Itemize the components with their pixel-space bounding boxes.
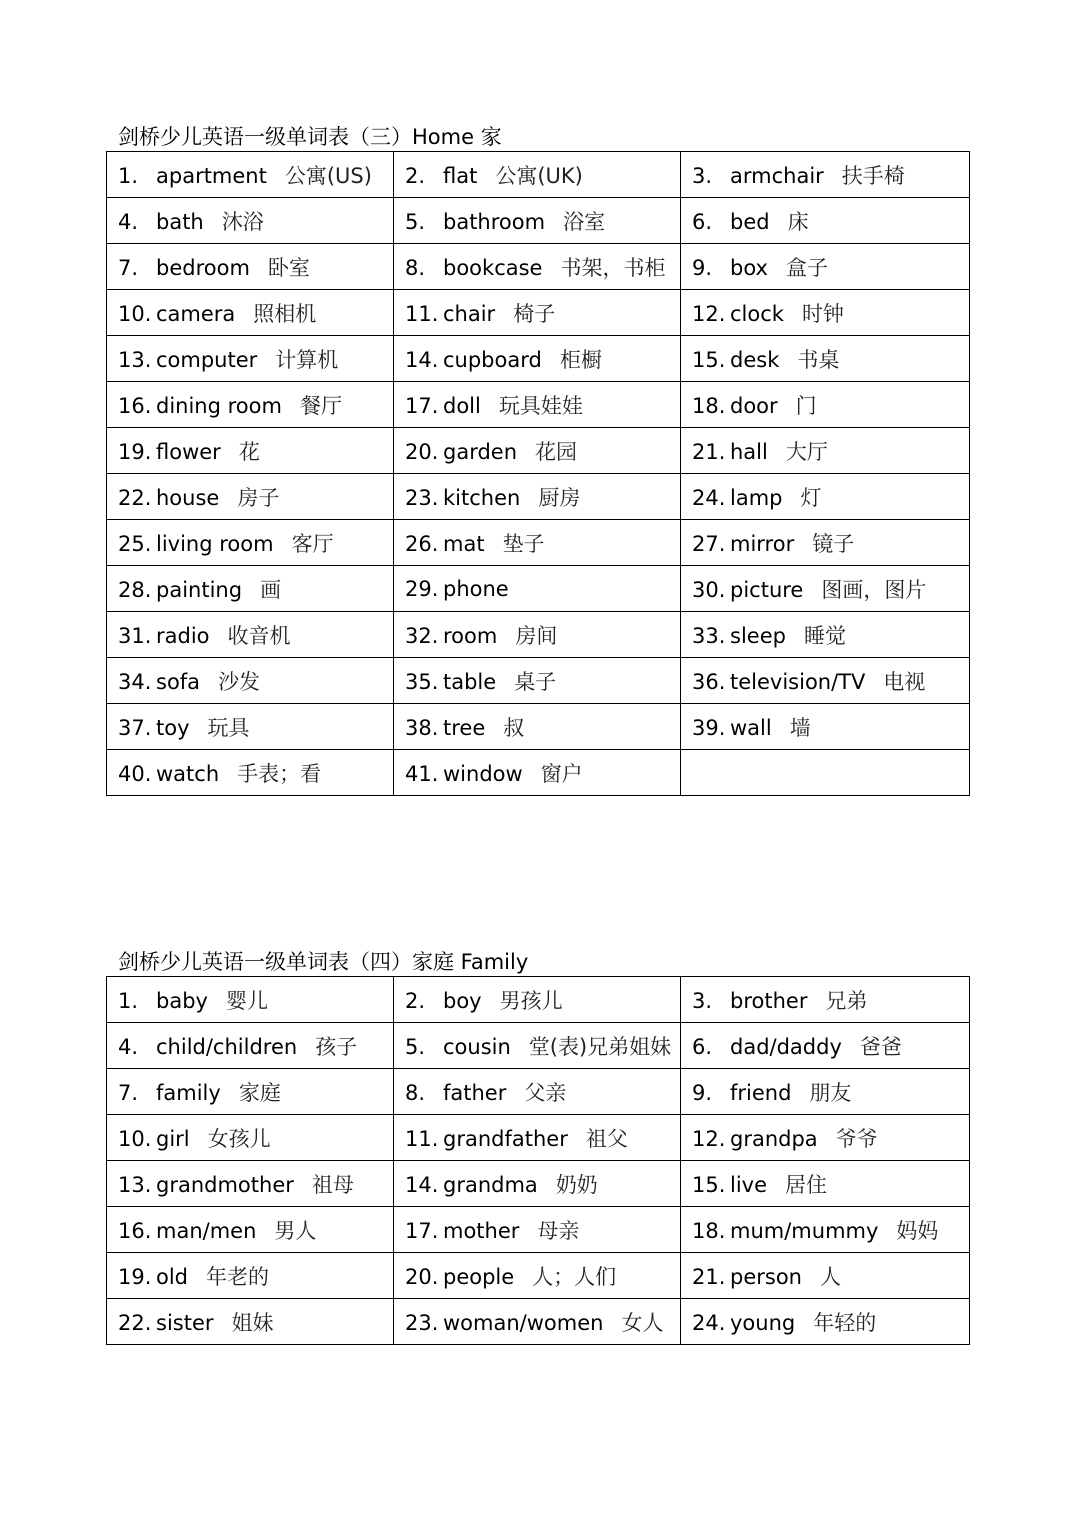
vocab-cell (394, 244, 681, 290)
entry-number: 29. (405, 576, 439, 601)
english-word: radio (156, 623, 210, 648)
family-vocab-table (106, 976, 970, 1345)
table-row (107, 658, 970, 704)
chinese-meaning: 兄弟 (825, 988, 868, 1013)
chinese-meaning: 浴室 (563, 209, 606, 234)
vocab-cell (681, 1253, 970, 1299)
english-word: wall (730, 715, 772, 740)
vocab-cell (681, 1299, 970, 1345)
table-row (107, 1069, 970, 1115)
table-row (107, 977, 970, 1023)
entry-number: 21. (692, 1264, 726, 1289)
chinese-meaning: 镜子 (812, 531, 855, 556)
vocab-cell (681, 1115, 970, 1161)
vocab-cell (107, 1069, 394, 1115)
vocab-cell (107, 474, 394, 520)
chinese-meaning: 婴儿 (225, 988, 268, 1013)
table-row (107, 1115, 970, 1161)
chinese-meaning: 堂(表)兄弟姐妹 (528, 1034, 672, 1059)
vocab-cell (681, 382, 970, 428)
vocab-cell (681, 244, 970, 290)
vocab-cell (107, 1253, 394, 1299)
entry-number: 18. (692, 393, 726, 418)
english-word: television/TV (730, 669, 866, 694)
english-word: woman/women (443, 1310, 604, 1335)
chinese-meaning: 母亲 (537, 1218, 580, 1243)
chinese-meaning: 花园 (535, 439, 578, 464)
table-row (107, 1299, 970, 1345)
vocab-cell (681, 1023, 970, 1069)
entry-number: 16. (118, 393, 152, 418)
vocab-cell (394, 1207, 681, 1253)
english-word: doll (443, 393, 481, 418)
entry-number: 3. (692, 163, 713, 188)
home-section-title: 剑桥少儿英语一级单词表（三）Home 家 (118, 125, 502, 149)
vocab-cell (107, 336, 394, 382)
vocab-cell (107, 152, 394, 198)
table-row (107, 520, 970, 566)
chinese-meaning: 扶手椅 (841, 163, 905, 188)
vocab-cell (681, 152, 970, 198)
english-word: baby (156, 988, 208, 1013)
table-row (107, 474, 970, 520)
vocab-cell (394, 336, 681, 382)
vocab-cell (394, 1253, 681, 1299)
entry-number: 17. (405, 1218, 439, 1243)
entry-number: 22. (118, 1310, 152, 1335)
entry-number: 5. (405, 209, 426, 234)
chinese-meaning: 图画，图片 (821, 577, 927, 602)
entry-number: 11. (405, 1126, 439, 1151)
english-word: picture (730, 577, 804, 602)
chinese-meaning: 盒子 (785, 255, 828, 280)
table-row (107, 152, 970, 198)
english-word: window (443, 761, 523, 786)
english-word: bedroom (156, 255, 250, 280)
english-word: friend (730, 1080, 792, 1105)
vocab-cell (394, 382, 681, 428)
chinese-meaning: 垫子 (502, 531, 545, 556)
entry-number: 10. (118, 1126, 152, 1151)
english-word: child/children (156, 1034, 298, 1059)
entry-number: 2. (405, 988, 426, 1013)
chinese-meaning: 玩具 (207, 715, 250, 740)
english-word: people (443, 1264, 515, 1289)
english-word: bath (156, 209, 204, 234)
chinese-meaning: 计算机 (275, 347, 339, 372)
vocab-cell (681, 290, 970, 336)
chinese-meaning: 人 (819, 1264, 841, 1289)
chinese-meaning: 手表；看 (237, 761, 322, 786)
chinese-meaning: 房子 (237, 485, 280, 510)
table-row (107, 336, 970, 382)
chinese-meaning: 奶奶 (555, 1172, 598, 1197)
vocab-cell (394, 1115, 681, 1161)
vocab-cell (681, 474, 970, 520)
vocab-cell (394, 198, 681, 244)
entry-number: 39. (692, 715, 726, 740)
chinese-meaning: 大厅 (785, 439, 828, 464)
vocab-cell (394, 428, 681, 474)
english-word: bed (730, 209, 770, 234)
entry-number: 8. (405, 255, 426, 280)
vocab-cell (107, 1299, 394, 1345)
vocab-cell (681, 428, 970, 474)
chinese-meaning: 朋友 (809, 1080, 852, 1105)
chinese-meaning: 灯 (800, 485, 822, 510)
vocab-cell (681, 750, 970, 796)
entry-number: 6. (692, 209, 713, 234)
vocab-cell (107, 750, 394, 796)
english-word: living room (156, 531, 274, 556)
english-word: mum/mummy (730, 1218, 879, 1243)
english-word: desk (730, 347, 780, 372)
table-row (107, 1023, 970, 1069)
chinese-meaning: 客厅 (291, 531, 334, 556)
english-word: dining room (156, 393, 282, 418)
entry-number: 11. (405, 301, 439, 326)
vocab-cell (107, 704, 394, 750)
entry-number: 6. (692, 1034, 713, 1059)
entry-number: 23. (405, 1310, 439, 1335)
english-word: room (443, 623, 498, 648)
entry-number: 4. (118, 209, 139, 234)
entry-number: 9. (692, 1080, 713, 1105)
english-word: girl (156, 1126, 190, 1151)
chinese-meaning: 睡觉 (803, 623, 846, 648)
entry-number: 23. (405, 485, 439, 510)
english-word: mat (443, 531, 485, 556)
vocab-cell (681, 612, 970, 658)
entry-number: 27. (692, 531, 726, 556)
entry-number: 24. (692, 1310, 726, 1335)
home-vocab-table (106, 151, 970, 796)
entry-number: 14. (405, 1172, 439, 1197)
chinese-meaning: 年老的 (206, 1264, 270, 1289)
english-word: dad/daddy (730, 1034, 842, 1059)
english-word: clock (730, 301, 784, 326)
entry-number: 20. (405, 1264, 439, 1289)
entry-number: 12. (692, 301, 726, 326)
chinese-meaning: 玩具娃娃 (498, 393, 583, 418)
english-word: kitchen (443, 485, 521, 510)
english-word: garden (443, 439, 518, 464)
chinese-meaning: 公寓(UK) (495, 163, 583, 188)
entry-number: 1. (118, 163, 139, 188)
english-word: computer (156, 347, 258, 372)
entry-number: 10. (118, 301, 152, 326)
vocab-cell (681, 336, 970, 382)
english-word: live (730, 1172, 768, 1197)
english-word: painting (156, 577, 243, 602)
english-word: flower (156, 439, 221, 464)
chinese-meaning: 沐浴 (221, 209, 264, 234)
english-word: camera (156, 301, 236, 326)
english-word: toy (156, 715, 190, 740)
chinese-meaning: 妈妈 (896, 1218, 939, 1243)
table-row (107, 612, 970, 658)
english-word: boy (443, 988, 482, 1013)
chinese-meaning: 房间 (515, 623, 558, 648)
vocab-cell (394, 750, 681, 796)
vocab-cell (107, 198, 394, 244)
chinese-meaning: 窗户 (540, 761, 583, 786)
table-row (107, 750, 970, 796)
chinese-meaning: 电视 (883, 669, 926, 694)
vocab-cell (394, 474, 681, 520)
english-word: phone (443, 576, 509, 601)
chinese-meaning: 画 (260, 577, 282, 602)
vocab-cell (394, 566, 681, 612)
english-word: grandfather (443, 1126, 568, 1151)
vocab-cell (681, 520, 970, 566)
english-word: family (156, 1080, 221, 1105)
vocab-cell (394, 290, 681, 336)
english-word: person (730, 1264, 802, 1289)
vocab-cell (107, 1207, 394, 1253)
vocab-cell (681, 977, 970, 1023)
chinese-meaning: 门 (795, 393, 817, 418)
entry-number: 34. (118, 669, 152, 694)
vocab-cell (107, 566, 394, 612)
english-word: table (443, 669, 497, 694)
chinese-meaning: 厨房 (538, 485, 581, 510)
vocab-cell (681, 1069, 970, 1115)
entry-number: 13. (118, 1172, 152, 1197)
entry-number: 38. (405, 715, 439, 740)
english-word: apartment (156, 163, 267, 188)
english-word: cupboard (443, 347, 542, 372)
vocab-cell (394, 152, 681, 198)
entry-number: 2. (405, 163, 426, 188)
english-word: box (730, 255, 768, 280)
chinese-meaning: 孩子 (315, 1034, 358, 1059)
vocab-cell (107, 382, 394, 428)
english-word: sleep (730, 623, 786, 648)
chinese-meaning: 人；人们 (532, 1264, 617, 1289)
vocab-cell (107, 612, 394, 658)
vocab-cell (681, 658, 970, 704)
entry-number: 12. (692, 1126, 726, 1151)
vocab-cell (394, 1023, 681, 1069)
table-row (107, 704, 970, 750)
entry-number: 31. (118, 623, 152, 648)
chinese-meaning: 女孩儿 (207, 1126, 271, 1151)
vocab-cell (681, 1207, 970, 1253)
chinese-meaning: 祖母 (311, 1172, 354, 1197)
chinese-meaning: 爷爷 (835, 1126, 878, 1151)
entry-number: 18. (692, 1218, 726, 1243)
chinese-meaning: 男人 (274, 1218, 317, 1243)
english-word: watch (156, 761, 220, 786)
chinese-meaning: 爸爸 (859, 1034, 902, 1059)
vocab-cell (394, 1069, 681, 1115)
english-word: tree (443, 715, 486, 740)
table-row (107, 382, 970, 428)
table-row (107, 198, 970, 244)
chinese-meaning: 书架，书柜 (560, 255, 666, 280)
english-word: chair (443, 301, 496, 326)
chinese-meaning: 公寓(US) (284, 163, 372, 188)
entry-number: 36. (692, 669, 726, 694)
vocab-cell (394, 612, 681, 658)
entry-number: 3. (692, 988, 713, 1013)
vocab-cell (394, 1299, 681, 1345)
entry-number: 14. (405, 347, 439, 372)
entry-number: 22. (118, 485, 152, 510)
table-row (107, 290, 970, 336)
vocab-cell (107, 244, 394, 290)
vocab-cell (107, 1023, 394, 1069)
entry-number: 35. (405, 669, 439, 694)
chinese-meaning: 男孩儿 (499, 988, 563, 1013)
entry-number: 19. (118, 1264, 152, 1289)
chinese-meaning: 父亲 (524, 1080, 567, 1105)
entry-number: 30. (692, 577, 726, 602)
english-word: grandpa (730, 1126, 818, 1151)
english-word: sofa (156, 669, 201, 694)
vocab-cell (107, 520, 394, 566)
english-word: hall (730, 439, 768, 464)
english-word: mother (443, 1218, 520, 1243)
table-row (107, 1253, 970, 1299)
entry-number: 8. (405, 1080, 426, 1105)
vocab-cell (394, 1161, 681, 1207)
chinese-meaning: 姐妹 (231, 1310, 274, 1335)
english-word: brother (730, 988, 808, 1013)
chinese-meaning: 花 (238, 439, 260, 464)
vocab-cell (681, 566, 970, 612)
vocab-cell (394, 977, 681, 1023)
chinese-meaning: 居住 (785, 1172, 828, 1197)
chinese-meaning: 餐厅 (299, 393, 342, 418)
entry-number: 7. (118, 255, 139, 280)
chinese-meaning: 照相机 (253, 301, 317, 326)
english-word: lamp (730, 485, 783, 510)
entry-number: 40. (118, 761, 152, 786)
entry-number: 28. (118, 577, 152, 602)
english-word: father (443, 1080, 507, 1105)
chinese-meaning: 时钟 (801, 301, 844, 326)
english-word: flat (443, 163, 478, 188)
english-word: grandma (443, 1172, 538, 1197)
english-word: house (156, 485, 220, 510)
chinese-meaning: 叔 (503, 715, 525, 740)
english-word: old (156, 1264, 189, 1289)
vocab-cell (107, 290, 394, 336)
entry-number: 15. (692, 347, 726, 372)
chinese-meaning: 女人 (621, 1310, 664, 1335)
vocab-cell (107, 658, 394, 704)
vocab-cell (394, 520, 681, 566)
entry-number: 1. (118, 988, 139, 1013)
vocab-cell (107, 977, 394, 1023)
entry-number: 20. (405, 439, 439, 464)
english-word: door (730, 393, 778, 418)
chinese-meaning: 床 (787, 209, 809, 234)
vocab-cell (394, 658, 681, 704)
entry-number: 17. (405, 393, 439, 418)
entry-number: 32. (405, 623, 439, 648)
table-row (107, 428, 970, 474)
chinese-meaning: 沙发 (218, 669, 261, 694)
entry-number: 26. (405, 531, 439, 556)
entry-number: 16. (118, 1218, 152, 1243)
vocab-cell (107, 1161, 394, 1207)
entry-number: 9. (692, 255, 713, 280)
entry-number: 19. (118, 439, 152, 464)
vocab-cell (681, 198, 970, 244)
vocab-cell (107, 1115, 394, 1161)
chinese-meaning: 卧室 (267, 255, 310, 280)
entry-number: 33. (692, 623, 726, 648)
table-row (107, 566, 970, 612)
entry-number: 4. (118, 1034, 139, 1059)
vocab-cell (681, 704, 970, 750)
chinese-meaning: 祖父 (585, 1126, 628, 1151)
entry-number: 7. (118, 1080, 139, 1105)
chinese-meaning: 年轻的 (813, 1310, 877, 1335)
chinese-meaning: 柜橱 (559, 347, 602, 372)
chinese-meaning: 书桌 (797, 347, 840, 372)
table-row (107, 1161, 970, 1207)
entry-number: 15. (692, 1172, 726, 1197)
vocab-cell (107, 428, 394, 474)
entry-number: 41. (405, 761, 439, 786)
english-word: bathroom (443, 209, 546, 234)
chinese-meaning: 收音机 (227, 623, 291, 648)
english-word: mirror (730, 531, 795, 556)
chinese-meaning: 桌子 (514, 669, 557, 694)
entry-number: 5. (405, 1034, 426, 1059)
entry-number: 13. (118, 347, 152, 372)
entry-number: 21. (692, 439, 726, 464)
chinese-meaning: 家庭 (238, 1080, 281, 1105)
english-word: grandmother (156, 1172, 294, 1197)
entry-number: 37. (118, 715, 152, 740)
english-word: man/men (156, 1218, 257, 1243)
chinese-meaning: 墙 (789, 715, 811, 740)
english-word: sister (156, 1310, 214, 1335)
chinese-meaning: 椅子 (513, 301, 556, 326)
english-word: young (730, 1310, 796, 1335)
entry-number: 25. (118, 531, 152, 556)
entry-number: 24. (692, 485, 726, 510)
english-word: armchair (730, 163, 824, 188)
vocab-cell (394, 704, 681, 750)
table-row (107, 1207, 970, 1253)
english-word: bookcase (443, 255, 543, 280)
english-word: cousin (443, 1034, 511, 1059)
vocab-cell (681, 1161, 970, 1207)
table-row (107, 244, 970, 290)
family-section-title: 剑桥少儿英语一级单词表（四）家庭 Family (118, 950, 529, 974)
